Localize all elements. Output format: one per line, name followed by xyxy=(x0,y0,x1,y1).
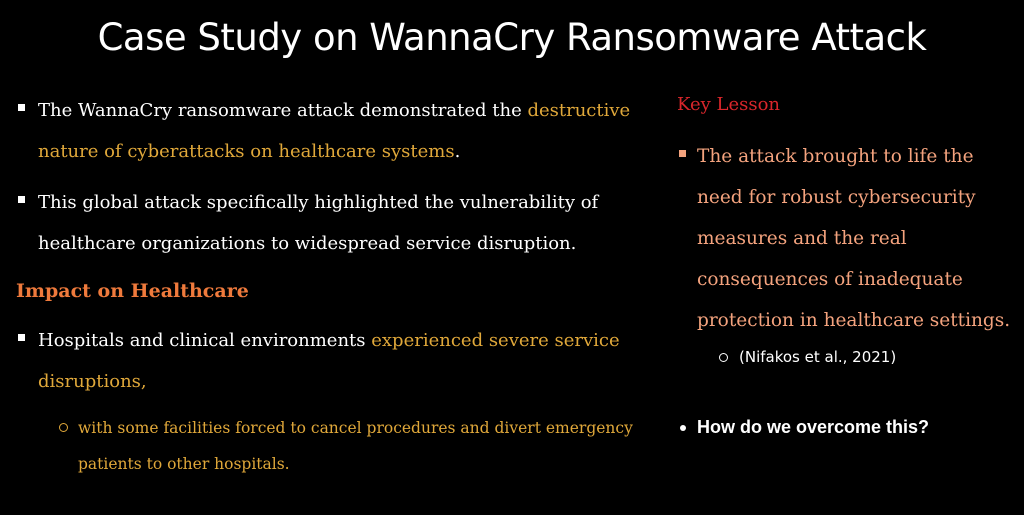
sub-bullet-facilities xyxy=(16,410,636,482)
circle-bullet-icon xyxy=(719,353,728,362)
question-text: How do we overcome this? xyxy=(697,417,930,437)
key-lesson-heading: Key Lesson xyxy=(677,94,781,115)
bullet-text-end: . xyxy=(454,141,461,162)
square-bullet-icon xyxy=(18,196,25,203)
bullet-highlight: experienced severe service disruptions, xyxy=(38,330,620,392)
bullet-text: This global attack specifically highlighted the vulnerability of healthcare organizations to widespread service disruption. xyxy=(38,192,599,254)
impact-heading: Impact on Healthcare xyxy=(16,280,249,302)
question-bullet xyxy=(677,417,1017,438)
slide-title: Case Study on WannaCry Ransomware Attack xyxy=(97,16,927,59)
right-column xyxy=(677,90,1017,438)
bullet-text: The WannaCry ransomware attack demonstrated the xyxy=(38,100,528,121)
lesson-text: The attack brought to life the need for robust cybersecurity measures and the real consequences of inadequate protection in healthcare settings. xyxy=(697,146,1011,331)
bullet-wannacry-demonstrated xyxy=(16,90,636,172)
square-bullet-icon xyxy=(18,334,25,341)
bullet-text: Hospitals and clinical environments xyxy=(38,330,372,351)
citation xyxy=(677,345,1017,369)
citation-text: (Nifakos et al., 2021) xyxy=(739,348,897,366)
bullet-hospitals xyxy=(16,320,636,402)
square-bullet-icon xyxy=(18,104,25,111)
square-bullet-icon xyxy=(679,150,686,157)
bullet-highlight: destructive nature of cyberattacks on healthcare systems xyxy=(38,100,631,162)
dot-bullet-icon xyxy=(680,425,686,431)
bullet-global-attack xyxy=(16,182,636,264)
circle-bullet-icon xyxy=(59,423,68,432)
left-column xyxy=(16,90,636,482)
sub-bullet-text: with some facilities forced to cancel procedures and divert emergency patients to other hospitals. xyxy=(78,419,633,473)
lesson-bullet xyxy=(677,136,1017,341)
